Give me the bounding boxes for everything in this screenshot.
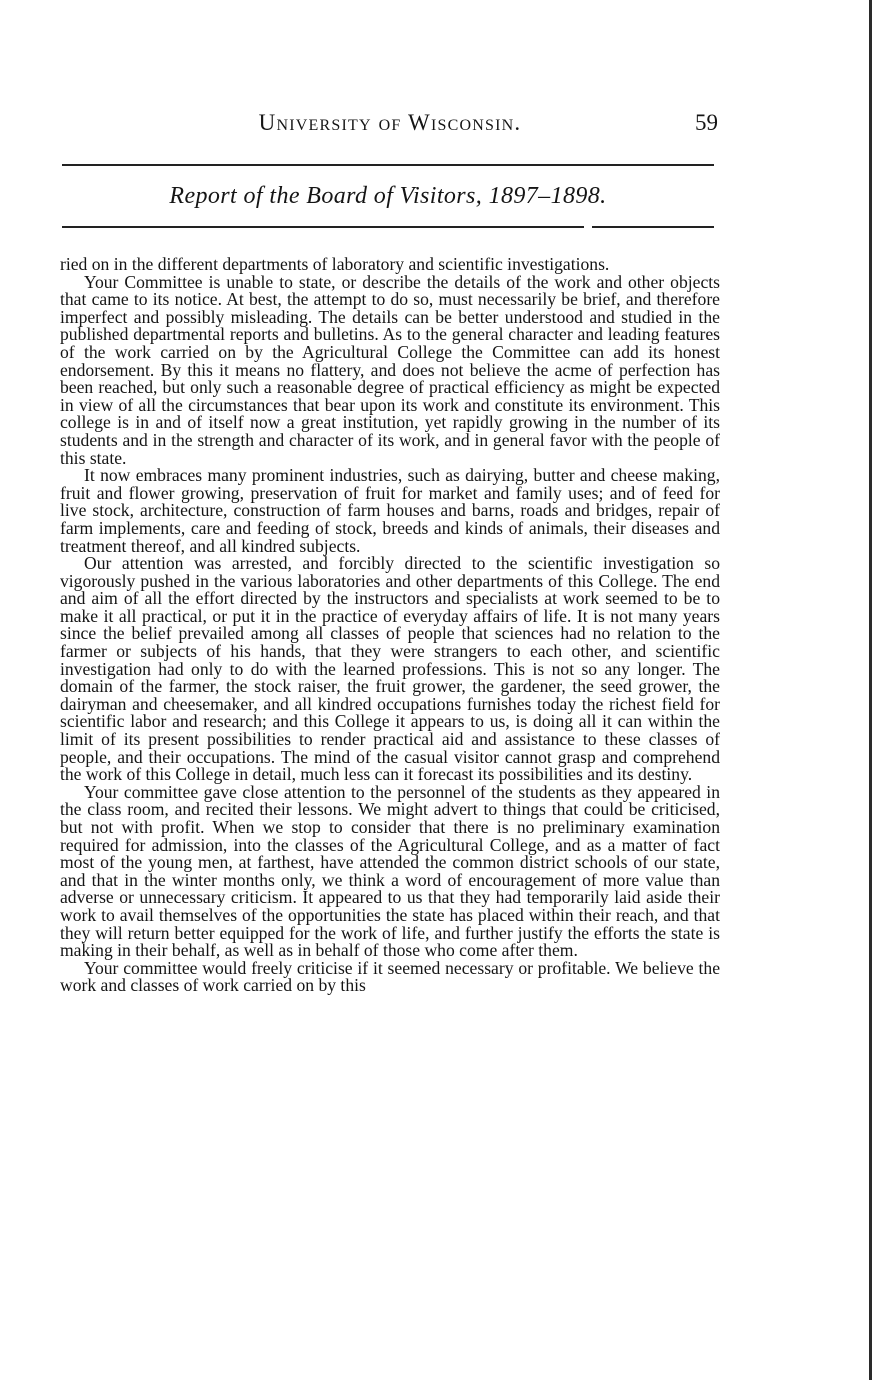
paragraph: Your Committee is unable to state, or describe the details of the work and other objects that came to its notice. At best, the attempt to do so, must necessarily be brief, and therefore imperfect and possibly misleading. The details can be better understood and studied in the published departmental reports and bulletins. As to the general character and leading features of the work carried on by the Agricultural College the Committee can add its honest endorsement. By this it means no flattery, and does not believe the acme of perfection has been reached, but only such a reasonable degree of practical efficiency as might be expected in view of all the circumstances that bear upon its work and constitute its environment. This college is in and of itself now a great institution, yet rapidly growing in the number of its students and in the strength and character of its work, and in general favor with the people of this state. [60,271,720,468]
header-rule [62,164,714,166]
body-text [60,256,720,995]
paragraph: Our attention was arrested, and forcibly directed to the scientific investigation so vigorously pushed in the various laboratories and other departments of this College. The end and aim of all the effort directed by the instructors and specialists at work seemed to be to make it all practical, or put it in the practice of everyday affairs of life. It is not many years since the belief prevailed among all classes of people that sciences had no relation to the farmer or subjects of his hands, that they were strangers to each other, and scientific investigation had only to do with the learned professions. This is not so any longer. The domain of the farmer, the stock raiser, the fruit grower, the gardener, the seed grower, the dairyman and cheesemaker, and all kindred occupations furnishes today the richest field for scientific labor and research; and this College it appears to us, is doing all it can within the limit of its present possibilities to render practical aid and assistance to these classes of people, and their occupations. The mind of the casual visitor cannot grasp and comprehend the work of this College in detail, much less can it forecast its possibilities and its destiny. [60,553,720,785]
paragraph: Your committee gave close attention to the personnel of the students as they appeared in the class room, and recited their lessons. We might advert to things that could be criticised, but not with profit. When we stop to consider that there is no preliminary examination required for admission, into the classes of the Agricultural College, and as a matter of fact most of the young men, at farthest, have attended the common district schools of our state, and that in the winter months only, we think a word of encouragement of more value than adverse or unnecessary criticism. It appeared to us that they had temporarily laid aside their work to avail themselves of the opportunities the state has placed within their reach, and that they will return better equipped for the work of life, and further justify the efforts the state is making in their behalf, as well as in behalf of those who come after them. [60,781,720,961]
page-number: 59 [695,110,718,135]
paragraph: Your committee would freely criticise if it seemed necessary or profitable. We believe the work and classes of work carried on by this [60,957,720,996]
report-title: Report of the Board of Visitors, 1897–1898. [169,183,607,209]
running-title: University of Wisconsin. [258,110,522,135]
title-rule-left [62,226,584,228]
paragraph-continued: ried on in the different departments of laboratory and scientific investigations. [60,254,610,274]
title-rule-right [592,226,714,228]
paragraph: It now embraces many prominent industries, such as dairying, butter and cheese making, fruit and flower growing, preservation of fruit for market and family uses; and of feed for live stock, architecture, construction of farm houses and barns, roads and bridges, repair of farm implements, care and feeding of stock, breeds and kinds of animals, their diseases and treatment thereof, and all kindred subjects. [60,465,720,556]
running-header [62,108,718,138]
